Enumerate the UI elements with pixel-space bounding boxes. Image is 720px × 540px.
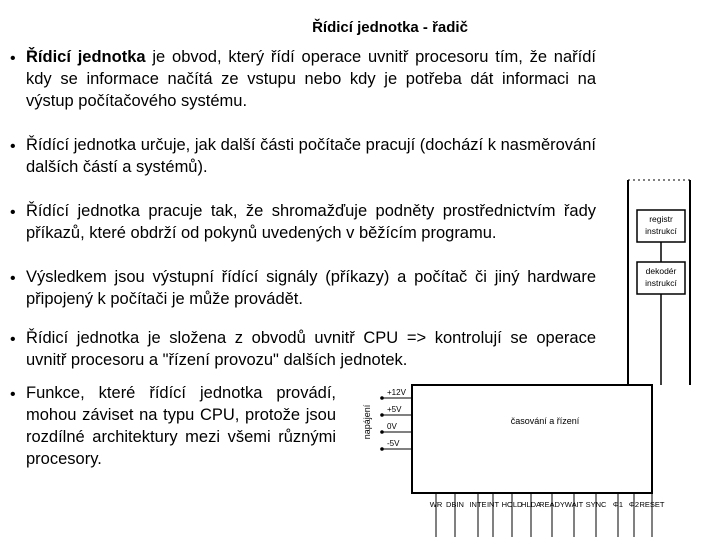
bullet-marker: • xyxy=(10,204,16,221)
bullet-text: Řídící jednotka určuje, jak další části počítače pracují (dochází k nasměrování dalších částí a systémů). xyxy=(26,136,596,176)
bullet-marker: • xyxy=(10,331,16,348)
box2-label: instrukcí xyxy=(645,278,677,288)
bullet-text: Řídicí jednotka je složena z obvodů uvnitř CPU => kontrolují se operace uvnitř procesoru a "řízení provozu" dalších jednotek. xyxy=(26,329,596,369)
bullet-text: je obvod, který řídí operace uvnitř procesoru tím, že nařídí kdy se informace načítá ze vstupu nebo kdy je potřeba dát informaci na výstup počítačového systému. xyxy=(26,48,596,110)
bullet-marker: • xyxy=(10,270,16,287)
bullet-text: Výsledkem jsou výstupní řídící signály (příkazy) a počítač či jiný hardware připojený k počítači je může provádět. xyxy=(26,268,596,308)
signal-label: WAIT xyxy=(564,500,584,509)
signal-label: WR xyxy=(429,500,443,509)
signal-label: INTE xyxy=(469,500,487,509)
bullet-text: Řídící jednotka pracuje tak, že shromažďuje podněty prostřednictvím řady příkazů, které obdrží od pokynů uvedených v běžícím programu. xyxy=(26,202,596,242)
signal-label: Φ1 xyxy=(612,500,624,509)
box2-label: dekodér xyxy=(645,266,677,276)
signal-lines xyxy=(430,493,665,537)
page-title: Řídicí jednotka - řadič xyxy=(312,19,468,36)
signal-label: SYNC xyxy=(585,500,607,509)
power-voltage-label: +12V xyxy=(387,388,406,397)
power-lines xyxy=(380,388,412,451)
signal-label: RESET xyxy=(639,500,665,509)
signal-label: HLDA xyxy=(520,500,542,509)
signal-label: DBIN xyxy=(446,500,464,509)
power-voltage-label: +5V xyxy=(387,405,402,414)
box1-label: registr xyxy=(649,214,673,224)
bullet-marker: • xyxy=(10,50,16,67)
box1-label: instrukcí xyxy=(645,226,677,236)
signal-label: INT xyxy=(486,500,500,509)
bullet-text: Funkce, které řídící jednotka provádí, mohou záviset na typu CPU, protože jsou rozdílné architektury mezi všemi různými procesory. xyxy=(26,384,336,468)
signal-label: HOLD xyxy=(501,500,523,509)
main-label: časování a řízení xyxy=(510,416,580,426)
bold-term: Řídicí jednotka xyxy=(26,48,146,66)
timing-control-box xyxy=(412,385,652,493)
power-voltage-label: -5V xyxy=(387,439,400,448)
signal-label: Φ2 xyxy=(628,500,640,509)
power-voltage-label: 0V xyxy=(387,422,397,431)
bullet-marker: • xyxy=(10,386,16,403)
bullet-marker: • xyxy=(10,138,16,155)
power-label: napájení xyxy=(362,404,372,440)
signal-label: READY xyxy=(539,500,565,509)
